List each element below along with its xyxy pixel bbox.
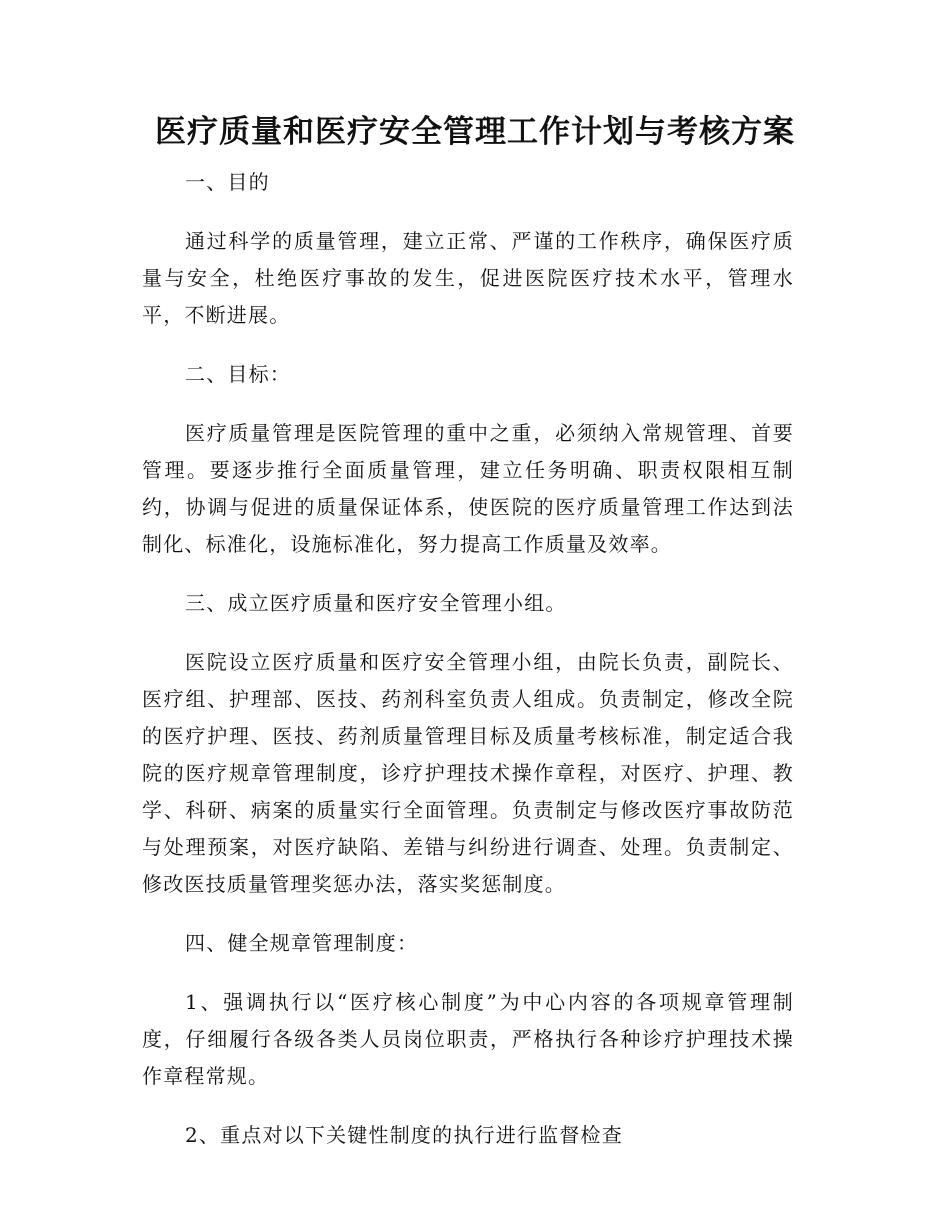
section-paragraph-regulations-2: 2、重点对以下关键性制度的执行进行监督检查: [185, 1123, 623, 1147]
document-body: [142, 164, 794, 1154]
section-heading-management-group: 三、成立医疗质量和医疗安全管理小组。: [185, 591, 567, 615]
document-title: 医疗质量和医疗安全管理工作计划与考核方案: [155, 114, 795, 150]
section-heading-goal: 二、目标：: [185, 362, 291, 386]
section-paragraph-purpose: 通过科学的质量管理，建立正常、严谨的工作秩序，确保医疗质量与安全，杜绝医疗事故的发生，促进医院医疗技术水平，管理水平，不断进展。: [142, 229, 794, 327]
section-paragraph-regulations-1: 1、强调执行以“医疗核心制度”为中心内容的各项规章管理制度，仔细履行各级各类人员岗位职责，严格执行各种诊疗护理技术操作章程常规。: [142, 990, 794, 1088]
section-heading-purpose: 一、目的: [185, 170, 270, 194]
section-paragraph-management-group: 医院设立医疗质量和医疗安全管理小组，由院长负责，副院长、医疗组、护理部、医技、药剂科室负责人组成。负责制定，修改全院的医疗护理、医技、药剂质量管理目标及质量考核标准，制定适合我院的医疗规章管理制度，诊疗护理技术操作章程，对医疗、护理、教学、科研、病案的质量实行全面管理。负责制定与修改医疗事故防范与处理预案，对医疗缺陷、差错与纠纷进行调查、处理。负责制定、修改医技质量管理奖惩办法，落实奖惩制度。: [142, 650, 794, 896]
section-heading-regulations: 四、健全规章管理制度：: [185, 931, 419, 955]
section-paragraph-goal: 医疗质量管理是医院管理的重中之重，必须纳入常规管理、首要管理。要逐步推行全面质量管理，建立任务明确、职责权限相互制约，协调与促进的质量保证体系，使医院的医疗质量管理工作达到法制化、标准化，设施标准化，努力提高工作质量及效率。: [142, 421, 794, 556]
